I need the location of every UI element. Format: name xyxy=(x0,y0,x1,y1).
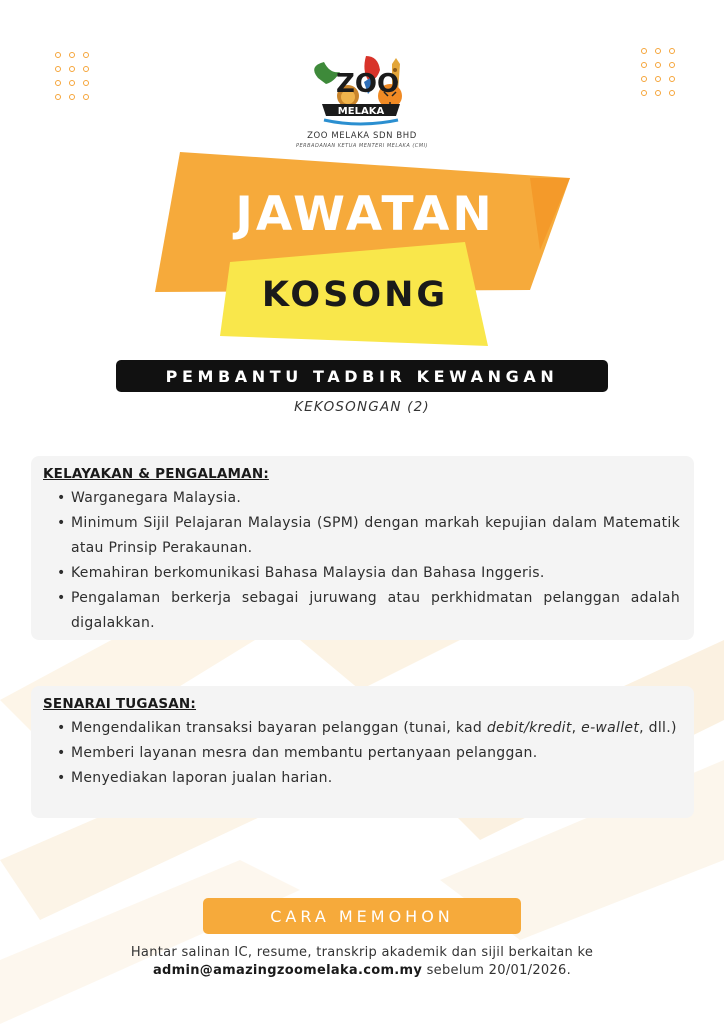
position-title: PEMBANTU TADBIR KEWANGAN xyxy=(116,360,608,392)
task-text: , dll.) xyxy=(639,720,677,736)
task-text: Mengendalikan transaksi bayaran pelanggan (tunai, kad xyxy=(71,720,487,736)
apply-instructions xyxy=(0,944,724,980)
vacancy-count: KEKOSONGAN (2) xyxy=(294,399,430,415)
list-item xyxy=(43,716,680,741)
list-item: • Kemahiran berkomunikasi Bahasa Malaysia dan Bahasa Inggeris. xyxy=(43,561,680,586)
qualifications-list xyxy=(43,486,680,636)
dot-grid-left xyxy=(55,52,89,100)
tasks-card xyxy=(31,686,694,818)
list-item: • Memberi layanan mesra dan membantu pertanyaan pelanggan. xyxy=(43,741,680,766)
list-item: • Pengalaman berkerja sebagai juruwang atau perkhidmatan pelanggan adalah digalakkan. xyxy=(43,586,680,636)
list-item: • Menyediakan laporan jualan harian. xyxy=(43,766,680,791)
org-name: ZOO MELAKA SDN BHD xyxy=(307,131,417,141)
logo-ribbon-text: MELAKA xyxy=(337,106,385,117)
how-to-apply-button: CARA MEMOHON xyxy=(203,898,521,934)
list-item: • Warganegara Malaysia. xyxy=(43,486,680,511)
tasks-heading: SENARAI TUGASAN: xyxy=(43,696,197,712)
org-subtitle: PERBADANAN KETUA MENTERI MELAKA (CMI) xyxy=(295,143,429,149)
task-text: , xyxy=(571,720,582,736)
logo-text: ZOO xyxy=(336,69,400,99)
dot-grid-right xyxy=(641,48,675,96)
qualifications-card xyxy=(31,456,694,640)
apply-email[interactable]: admin@amazingzoomelaka.com.my xyxy=(152,963,423,978)
apply-line-1: Hantar salinan IC, resume, transkrip akademik dan sijil berkaitan ke xyxy=(130,945,594,960)
zoo-melaka-logo xyxy=(300,52,422,132)
tasks-list xyxy=(43,716,680,791)
apply-deadline: sebelum 20/01/2026. xyxy=(422,963,572,978)
banner-shapes xyxy=(150,150,580,350)
list-item: • Minimum Sijil Pelajaran Malaysia (SPM) dengan markah kepujian dalam Matematik atau Prinsip Perakaunan. xyxy=(43,511,680,561)
task-text-italic: e-wallet xyxy=(581,720,640,736)
banner-subtitle: KOSONG xyxy=(261,275,449,315)
apply-line-2 xyxy=(0,962,724,980)
qualifications-heading: KELAYAKAN & PENGALAMAN: xyxy=(43,466,269,482)
banner-title: JAWATAN xyxy=(235,187,495,242)
task-text-italic: debit/kredit xyxy=(486,720,572,736)
